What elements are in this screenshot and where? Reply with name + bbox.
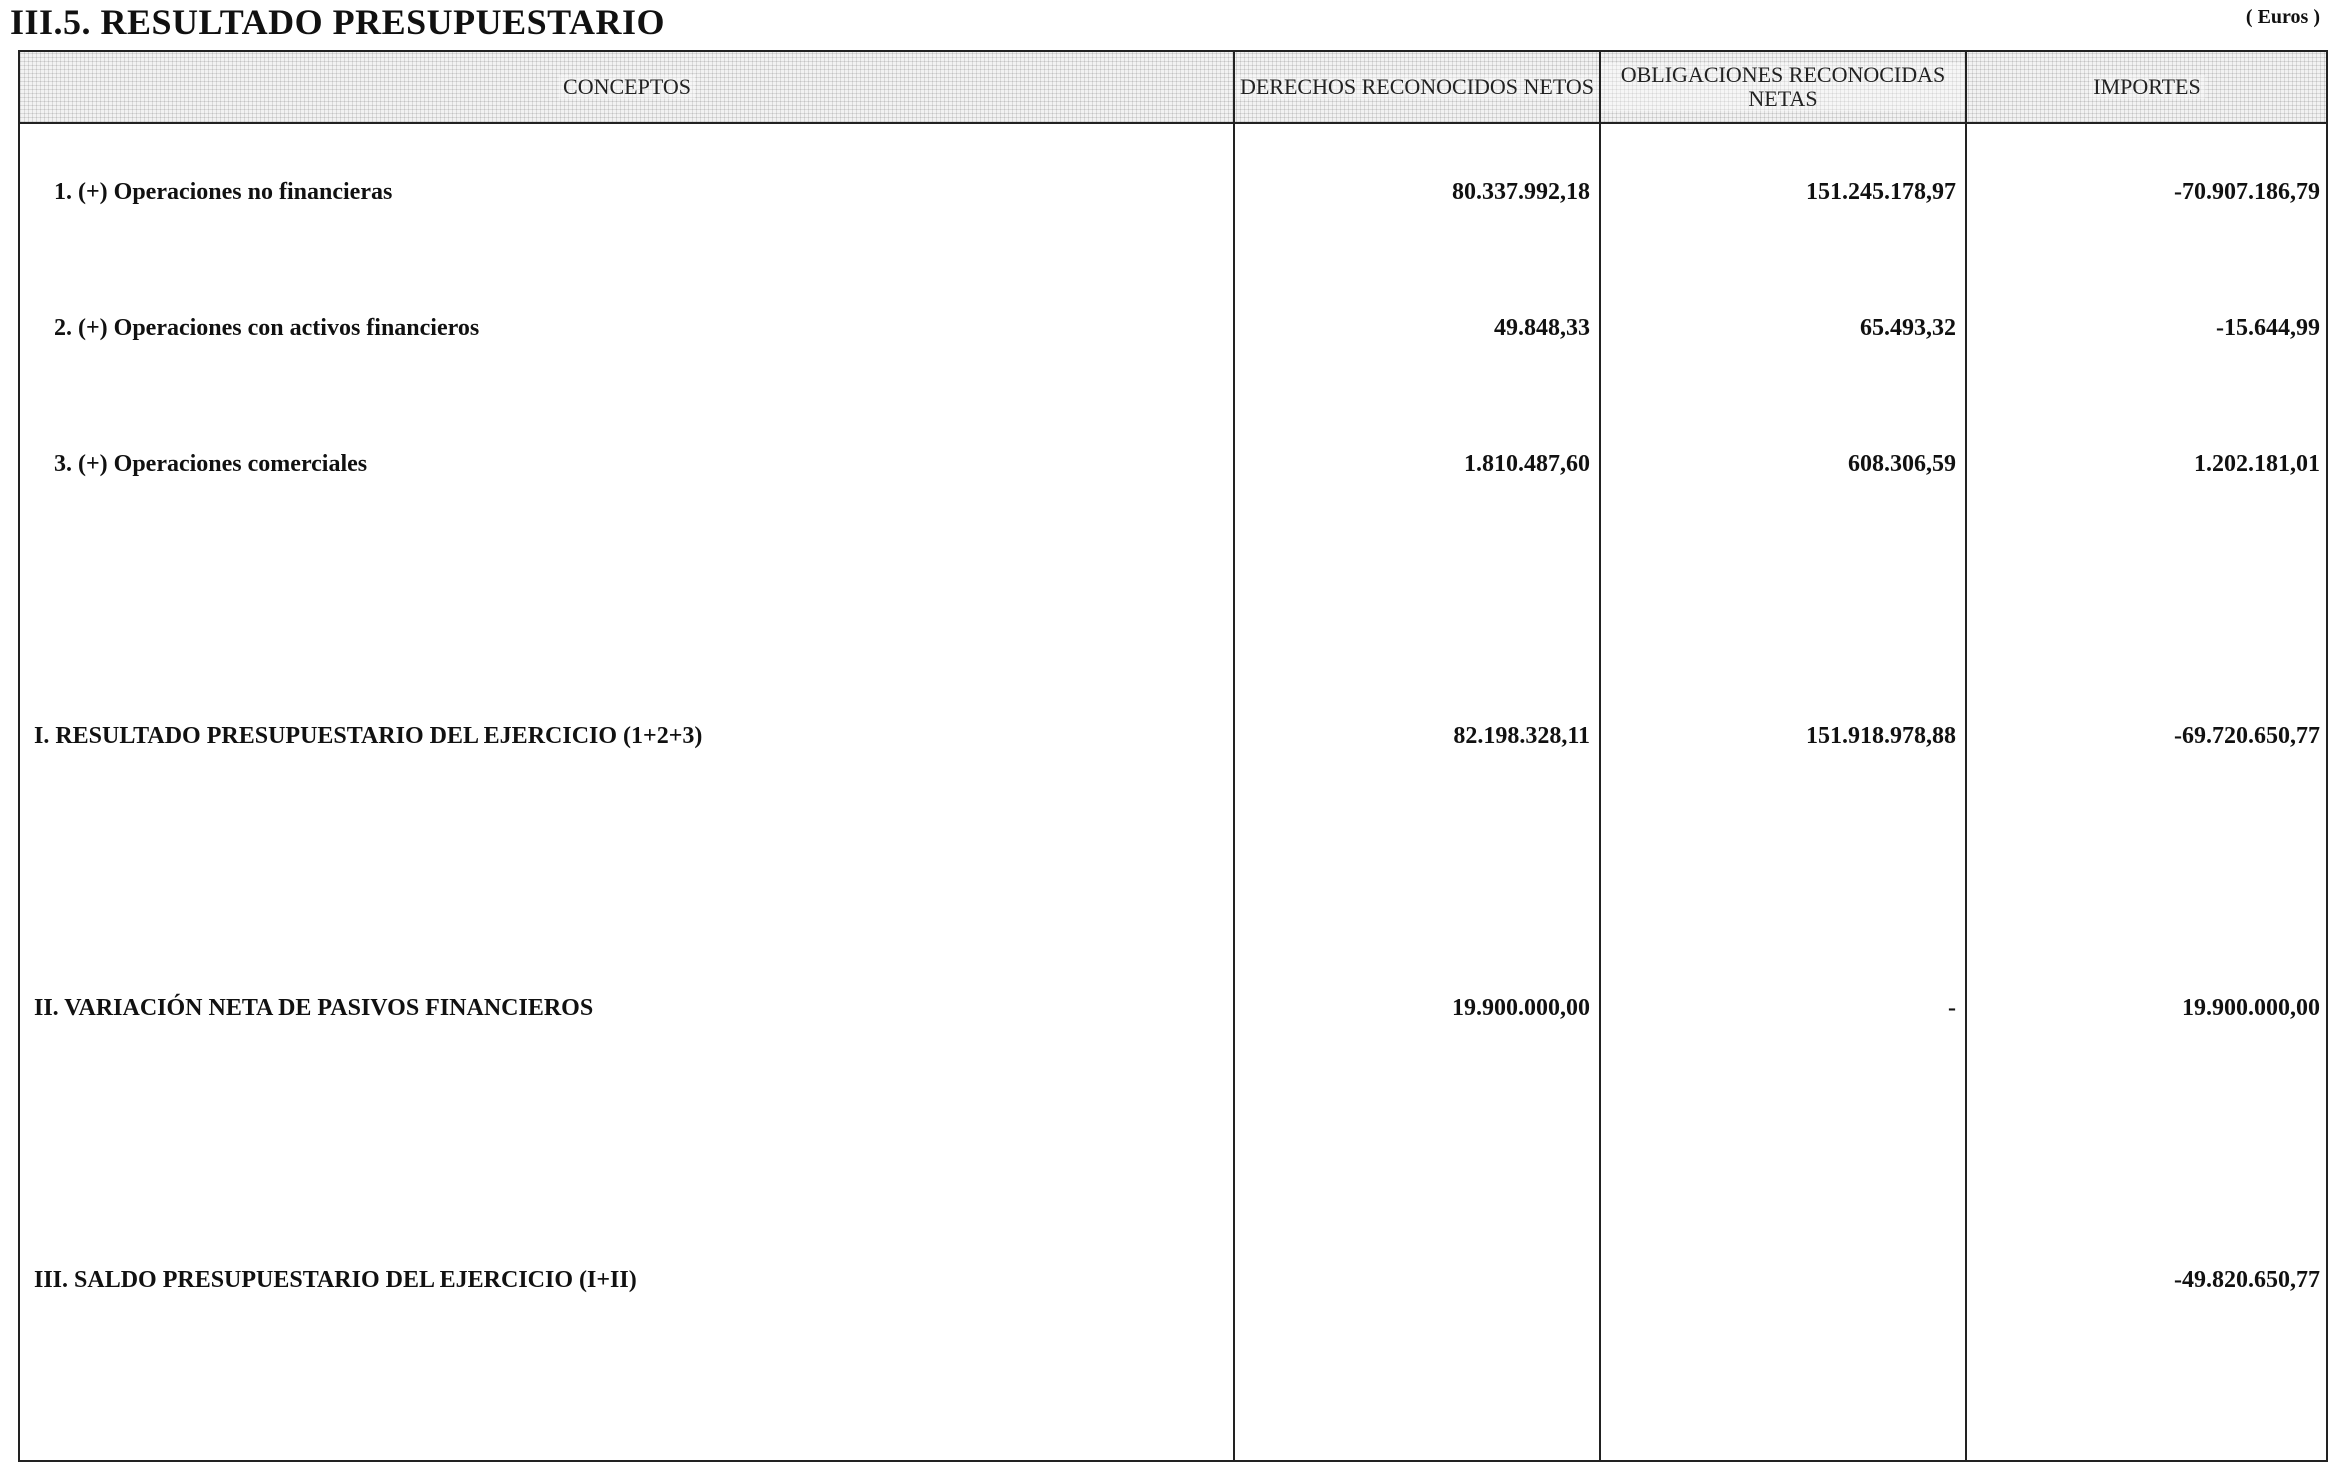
document-title: III.5. RESULTADO PRESUPUESTARIO <box>10 2 665 42</box>
table-row <box>20 444 2326 484</box>
header-derechos: DERECHOS RECONOCIDOS NETOS <box>1234 52 1600 122</box>
column-divider <box>1233 52 1235 1460</box>
row-concept: 1. (+) Operaciones no financieras <box>54 179 393 205</box>
table-row <box>20 172 2326 212</box>
column-divider <box>1965 52 1967 1460</box>
table-row <box>20 308 2326 348</box>
table-row <box>20 988 2326 1028</box>
table-row <box>20 1260 2326 1300</box>
row-concept: II. VARIACIÓN NETA DE PASIVOS FINANCIEROS <box>34 995 594 1021</box>
row-importes: 1.202.181,01 <box>2194 451 2320 477</box>
row-concept: III. SALDO PRESUPUESTARIO DEL EJERCICIO (I+II) <box>34 1267 637 1293</box>
row-derechos: 82.198.328,11 <box>1453 723 1590 749</box>
row-importes: -15.644,99 <box>2216 315 2320 341</box>
table-row <box>20 716 2326 756</box>
row-importes: -49.820.650,77 <box>2174 1267 2320 1293</box>
row-derechos: 19.900.000,00 <box>1452 995 1590 1021</box>
row-concept: 3. (+) Operaciones comerciales <box>54 451 368 477</box>
row-obligaciones: - <box>1948 995 1956 1021</box>
table-header <box>20 52 2326 124</box>
row-concept: I. RESULTADO PRESUPUESTARIO DEL EJERCICIO (1+2+3) <box>34 723 703 749</box>
budget-result-table <box>18 50 2328 1462</box>
row-derechos: 49.848,33 <box>1494 315 1590 341</box>
header-importes: IMPORTES <box>1966 52 2328 122</box>
row-obligaciones: 151.245.178,97 <box>1806 179 1956 205</box>
header-conceptos: CONCEPTOS <box>20 52 1234 122</box>
row-obligaciones: 608.306,59 <box>1848 451 1956 477</box>
row-obligaciones: 65.493,32 <box>1860 315 1956 341</box>
row-importes: 19.900.000,00 <box>2182 995 2320 1021</box>
column-divider <box>1599 52 1601 1460</box>
row-obligaciones: 151.918.978,88 <box>1806 723 1956 749</box>
row-importes: -70.907.186,79 <box>2174 179 2320 205</box>
header-obligaciones: OBLIGACIONES RECONOCIDAS NETAS <box>1600 52 1966 122</box>
row-derechos: 80.337.992,18 <box>1452 179 1590 205</box>
row-concept: 2. (+) Operaciones con activos financieros <box>54 315 480 341</box>
row-derechos: 1.810.487,60 <box>1464 451 1590 477</box>
row-importes: -69.720.650,77 <box>2174 723 2320 749</box>
units-label: ( Euros ) <box>2245 6 2320 28</box>
